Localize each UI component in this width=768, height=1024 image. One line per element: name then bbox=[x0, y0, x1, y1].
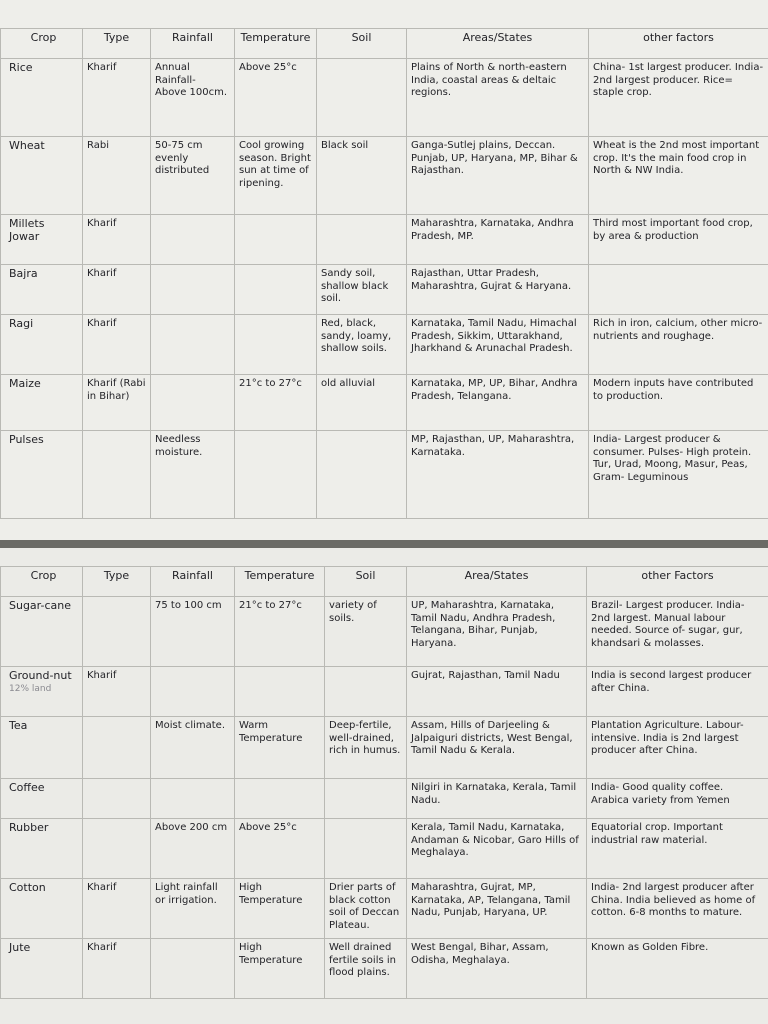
type-cell bbox=[83, 431, 151, 519]
crop-cell: Jute bbox=[1, 939, 83, 999]
other-factors-cell: Wheat is the 2nd most important crop. It's the main food crop in North & NW India. bbox=[589, 137, 768, 215]
other-factors-cell: Plantation Agriculture. Labour-intensive. India is 2nd largest producer after China. bbox=[587, 717, 768, 779]
rainfall-cell: Light rainfall or irrigation. bbox=[151, 879, 235, 939]
temperature-cell bbox=[235, 215, 317, 265]
other-factors-cell: India- Largest producer & consumer. Pulses- High protein. Tur, Urad, Moong, Masur, Peas, Gram- Leguminous bbox=[589, 431, 768, 519]
areas-cell: UP, Maharashtra, Karnataka, Tamil Nadu, Andhra Pradesh, Telangana, Bihar, Punjab, Haryana. bbox=[407, 597, 587, 667]
type-cell bbox=[83, 779, 151, 819]
areas-cell: Ganga-Sutlej plains, Deccan. Punjab, UP, Haryana, MP, Bihar & Rajasthan. bbox=[407, 137, 589, 215]
temperature-cell: Above 25°c bbox=[235, 59, 317, 137]
table-row bbox=[1, 939, 768, 999]
sheet-top-margin bbox=[0, 548, 768, 566]
table-row bbox=[1, 59, 768, 137]
table-row bbox=[1, 137, 768, 215]
temperature-cell: High Temperature bbox=[235, 939, 325, 999]
other-factors-cell: Modern inputs have contributed to production. bbox=[589, 375, 768, 431]
crop-table-2 bbox=[0, 566, 768, 999]
crop-note: 12% land bbox=[9, 683, 52, 694]
header-areas: Area/States bbox=[407, 567, 587, 597]
temperature-cell bbox=[235, 265, 317, 315]
rainfall-cell: Above 200 cm bbox=[151, 819, 235, 879]
soil-cell: Sandy soil, shallow black soil. bbox=[317, 265, 407, 315]
rainfall-cell bbox=[151, 779, 235, 819]
temperature-cell bbox=[235, 315, 317, 375]
header-rainfall: Rainfall bbox=[151, 567, 235, 597]
table-row bbox=[1, 667, 768, 717]
areas-cell: Karnataka, Tamil Nadu, Himachal Pradesh, Sikkim, Uttarakhand, Jharkhand & Arunachal Pradesh. bbox=[407, 315, 589, 375]
temperature-cell bbox=[235, 667, 325, 717]
header-type: Type bbox=[83, 567, 151, 597]
soil-cell: Deep-fertile, well-drained, rich in humus. bbox=[325, 717, 407, 779]
crop-cell: Rice bbox=[1, 59, 83, 137]
table-row bbox=[1, 819, 768, 879]
type-cell: Kharif bbox=[83, 59, 151, 137]
rainfall-cell bbox=[151, 375, 235, 431]
other-factors-cell: Known as Golden Fibre. bbox=[587, 939, 768, 999]
table-row bbox=[1, 717, 768, 779]
areas-cell: MP, Rajasthan, UP, Maharashtra, Karnataka. bbox=[407, 431, 589, 519]
temperature-cell bbox=[235, 779, 325, 819]
header-soil: Soil bbox=[317, 29, 407, 59]
header-soil: Soil bbox=[325, 567, 407, 597]
table-row bbox=[1, 265, 768, 315]
type-cell: Kharif bbox=[83, 879, 151, 939]
soil-cell: Red, black, sandy, loamy, shallow soils. bbox=[317, 315, 407, 375]
header-temperature: Temperature bbox=[235, 29, 317, 59]
areas-cell: Kerala, Tamil Nadu, Karnataka, Andaman & Nicobar, Garo Hills of Meghalaya. bbox=[407, 819, 587, 879]
areas-cell: Assam, Hills of Darjeeling & Jalpaiguri districts, West Bengal, Tamil Nadu & Kerala. bbox=[407, 717, 587, 779]
rainfall-cell bbox=[151, 215, 235, 265]
soil-cell: Black soil bbox=[317, 137, 407, 215]
temperature-cell: Warm Temperature bbox=[235, 717, 325, 779]
type-cell: Kharif (Rabi in Bihar) bbox=[83, 375, 151, 431]
areas-cell: West Bengal, Bihar, Assam, Odisha, Meghalaya. bbox=[407, 939, 587, 999]
table-row bbox=[1, 597, 768, 667]
header-rainfall: Rainfall bbox=[151, 29, 235, 59]
table-row bbox=[1, 879, 768, 939]
other-factors-cell: Rich in iron, calcium, other micro-nutrients and roughage. bbox=[589, 315, 768, 375]
crop-cell: Ragi bbox=[1, 315, 83, 375]
type-cell bbox=[83, 819, 151, 879]
areas-cell: Rajasthan, Uttar Pradesh, Maharashtra, Gujrat & Haryana. bbox=[407, 265, 589, 315]
type-cell: Kharif bbox=[83, 265, 151, 315]
type-cell: Kharif bbox=[83, 667, 151, 717]
crop-cell: Millets Jowar bbox=[1, 215, 83, 265]
table-row bbox=[1, 315, 768, 375]
areas-cell: Karnataka, MP, UP, Bihar, Andhra Pradesh, Telangana. bbox=[407, 375, 589, 431]
rainfall-cell bbox=[151, 939, 235, 999]
areas-cell: Nilgiri in Karnataka, Kerala, Tamil Nadu. bbox=[407, 779, 587, 819]
soil-cell bbox=[325, 819, 407, 879]
notes-sheet-2 bbox=[0, 548, 768, 1024]
areas-cell: Gujrat, Rajasthan, Tamil Nadu bbox=[407, 667, 587, 717]
rainfall-cell: 50-75 cm evenly distributed bbox=[151, 137, 235, 215]
crop-cell bbox=[1, 667, 83, 717]
temperature-cell bbox=[235, 431, 317, 519]
rainfall-cell bbox=[151, 667, 235, 717]
soil-cell bbox=[317, 431, 407, 519]
type-cell: Rabi bbox=[83, 137, 151, 215]
table-row bbox=[1, 375, 768, 431]
crop-cell: Maize bbox=[1, 375, 83, 431]
type-cell bbox=[83, 717, 151, 779]
soil-cell bbox=[325, 779, 407, 819]
soil-cell: variety of soils. bbox=[325, 597, 407, 667]
temperature-cell: 21°c to 27°c bbox=[235, 375, 317, 431]
rainfall-cell: Needless moisture. bbox=[151, 431, 235, 519]
crop-cell: Pulses bbox=[1, 431, 83, 519]
crop-cell: Tea bbox=[1, 717, 83, 779]
header-temperature: Temperature bbox=[235, 567, 325, 597]
header-areas: Areas/States bbox=[407, 29, 589, 59]
type-cell bbox=[83, 597, 151, 667]
type-cell: Kharif bbox=[83, 315, 151, 375]
soil-cell: Well drained fertile soils in flood plains. bbox=[325, 939, 407, 999]
sheet-top-margin bbox=[0, 0, 768, 28]
areas-cell: Maharashtra, Karnataka, Andhra Pradesh, MP. bbox=[407, 215, 589, 265]
header-other-factors: other factors bbox=[589, 29, 768, 59]
table-header-row bbox=[1, 567, 768, 597]
table-row bbox=[1, 779, 768, 819]
areas-cell: Maharashtra, Gujrat, MP, Karnataka, AP, Telangana, Tamil Nadu, Punjab, Haryana, UP. bbox=[407, 879, 587, 939]
temperature-cell: High Temperature bbox=[235, 879, 325, 939]
soil-cell bbox=[317, 59, 407, 137]
crop-cell: Wheat bbox=[1, 137, 83, 215]
header-other-factors: other Factors bbox=[587, 567, 768, 597]
crop-cell: Rubber bbox=[1, 819, 83, 879]
header-type: Type bbox=[83, 29, 151, 59]
temperature-cell: Above 25°c bbox=[235, 819, 325, 879]
rainfall-cell: Moist climate. bbox=[151, 717, 235, 779]
table-row bbox=[1, 431, 768, 519]
table-row bbox=[1, 215, 768, 265]
crop-cell: Coffee bbox=[1, 779, 83, 819]
areas-cell: Plains of North & north-eastern India, coastal areas & deltaic regions. bbox=[407, 59, 589, 137]
other-factors-cell: India- Good quality coffee. Arabica variety from Yemen bbox=[587, 779, 768, 819]
crop-cell: Sugar-cane bbox=[1, 597, 83, 667]
type-cell: Kharif bbox=[83, 939, 151, 999]
type-cell: Kharif bbox=[83, 215, 151, 265]
rainfall-cell: 75 to 100 cm bbox=[151, 597, 235, 667]
other-factors-cell: India- 2nd largest producer after China. India believed as home of cotton. 6-8 months to mature. bbox=[587, 879, 768, 939]
crop-table-1 bbox=[0, 28, 768, 519]
other-factors-cell: China- 1st largest producer. India- 2nd largest producer. Rice= staple crop. bbox=[589, 59, 768, 137]
table-header-row bbox=[1, 29, 768, 59]
rainfall-cell: Annual Rainfall- Above 100cm. bbox=[151, 59, 235, 137]
other-factors-cell bbox=[589, 265, 768, 315]
soil-cell: Drier parts of black cotton soil of Deccan Plateau. bbox=[325, 879, 407, 939]
temperature-cell: Cool growing season. Bright sun at time of ripening. bbox=[235, 137, 317, 215]
header-crop: Crop bbox=[1, 567, 83, 597]
soil-cell bbox=[325, 667, 407, 717]
soil-cell bbox=[317, 215, 407, 265]
crop-cell: Cotton bbox=[1, 879, 83, 939]
temperature-cell: 21°c to 27°c bbox=[235, 597, 325, 667]
other-factors-cell: Third most important food crop, by area & production bbox=[589, 215, 768, 265]
header-crop: Crop bbox=[1, 29, 83, 59]
soil-cell: old alluvial bbox=[317, 375, 407, 431]
other-factors-cell: Equatorial crop. Important industrial raw material. bbox=[587, 819, 768, 879]
rainfall-cell bbox=[151, 265, 235, 315]
rainfall-cell bbox=[151, 315, 235, 375]
other-factors-cell: India is second largest producer after China. bbox=[587, 667, 768, 717]
crop-cell: Bajra bbox=[1, 265, 83, 315]
crop-name: Ground-nut bbox=[9, 669, 72, 682]
other-factors-cell: Brazil- Largest producer. India- 2nd largest. Manual labour needed. Source of- sugar, gur, khandsari & molasses. bbox=[587, 597, 768, 667]
